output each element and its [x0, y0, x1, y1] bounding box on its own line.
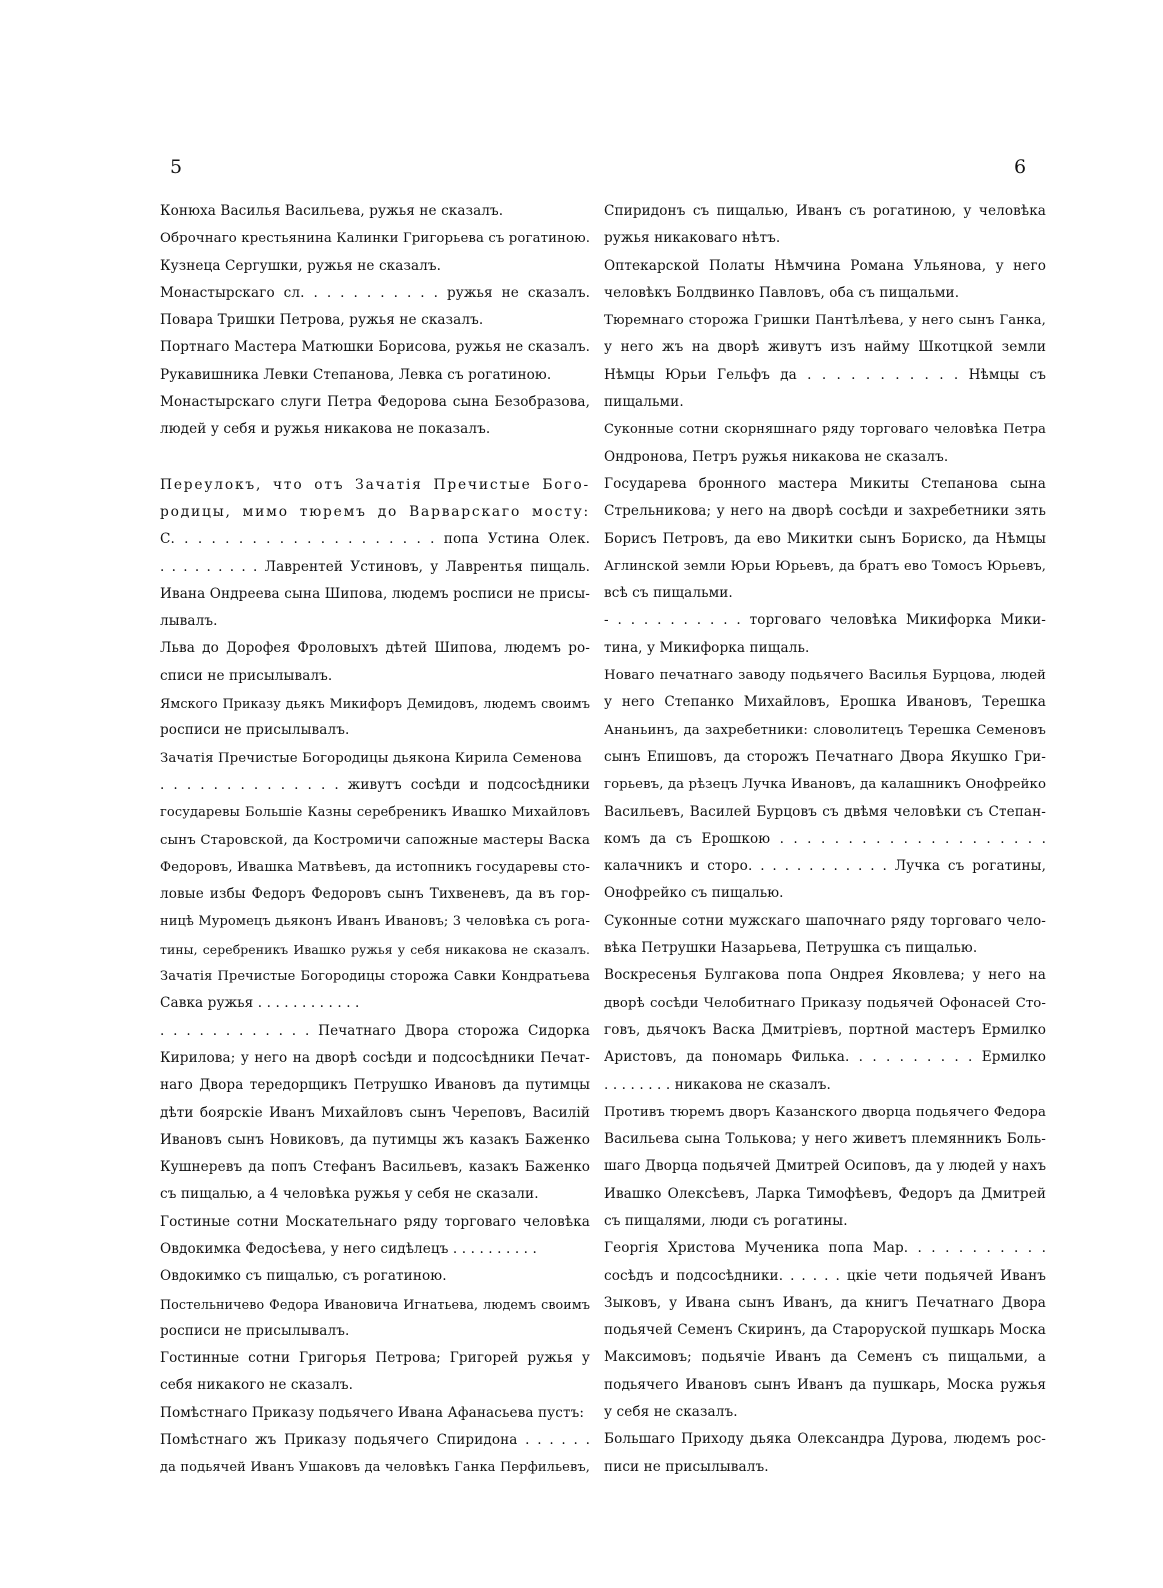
page-number-left: 5 [170, 156, 183, 178]
text-line: Помѣстнаго Приказу подьячего Ивана Афанасьева пустъ: [160, 1404, 584, 1421]
text-line: подьячего Ивановъ сынъ Иванъ да пушкарь, Моска ружья [604, 1376, 1046, 1393]
text-line: сынъ Епишовъ, да сторожъ Печатнаго Двора Якушко Гри- [604, 748, 1046, 765]
text-line: горьевъ, да рѣзецъ Лучка Ивановъ, да калашникъ Онофрейко [604, 777, 1047, 793]
paragraph-gap [160, 444, 590, 472]
text-line: Овдокимко съ пищалью, съ рогатиною. [160, 1268, 447, 1285]
section-heading-line: Переулокъ, что отъ Зачатія Пречистые Бого- [160, 476, 590, 493]
text-line: . . . . . . . . . . . . Печатнаго Двора сторожа Сидорка [160, 1022, 590, 1039]
text-line: тины, серебреникъ Ивашко ружья у себя никакова не сказалъ. [160, 941, 590, 957]
text-line: писи не присылывалъ. [604, 1458, 769, 1475]
text-line: Монастырскаго сл. . . . . . . . . . . ружья не сказалъ. [160, 284, 590, 301]
text-line: Савка ружья . . . . . . . . . . . . [160, 995, 360, 1012]
text-line: сынъ Старовской, да Костромичи сапожные мастеры Васка [160, 832, 590, 848]
text-line: Новаго печатнаго заводу подьячего Василья Бурцова, людей [604, 668, 1046, 684]
text-line: себя никакого не сказалъ. [160, 1377, 354, 1394]
text-line: Ямского Приказу дьякъ Микифоръ Демидовъ, людемъ своимъ [160, 696, 590, 712]
text-line: Суконные сотни скорняшнаго ряду торговаго человѣка Петра [604, 422, 1046, 438]
text-line: Рукавишника Левки Степанова, Левка съ рогатиною. [160, 366, 552, 383]
text-line: ницѣ Муромецъ дьяконъ Иванъ Ивановъ; 3 человѣка съ рога- [160, 914, 590, 930]
text-line: Ондронова, Петръ ружья никакова не сказалъ. [604, 448, 949, 465]
text-line: Гостинные сотни Григорья Петрова; Григорей ружья у [160, 1350, 590, 1367]
text-line: Аристовъ, да пономарь Филька. . . . . . . . . . Ермилко [604, 1049, 1046, 1066]
text-line: вѣка Петрушки Назарьева, Петрушка съ пищалью. [604, 940, 978, 957]
text-line: наго Двора тередорщикъ Петрушко Ивановъ да путимцы [160, 1077, 590, 1094]
text-line: дѣти боярскіе Иванъ Михайловъ сынъ Череповъ, Василій [160, 1104, 590, 1121]
text-line: Нѣмцы Юрьи Гельфъ да . . . . . . . . . . . Нѣмцы съ [604, 366, 1046, 383]
text-line: Овдокимка Федосѣева, у него сидѣлецъ . . . . . . . . . . [160, 1240, 537, 1257]
text-line: тина, у Микифорка пищаль. [604, 639, 810, 656]
text-line: у него жъ на дворѣ живутъ изъ найму Шкотцкой земли [604, 339, 1046, 356]
page-number-right: 6 [1014, 156, 1027, 178]
text-line: . . . . . . . . . Лаврентей Устиновъ, у Лаврентья пищаль. [160, 558, 590, 575]
text-line: Васильевъ, Василей Бурцовъ съ двѣмя человѣки съ Степан- [604, 803, 1046, 820]
text-line: Ивашко Олексѣевъ, Ларка Тимофѣевъ, Федоръ да Дмитрей [604, 1185, 1046, 1202]
text-line: Спиридонъ съ пищалью, Иванъ съ рогатиною, у человѣка [604, 203, 1046, 219]
text-line: Конюха Василья Васильева, ружья не сказалъ. [160, 203, 504, 219]
text-line: Стрельникова; у него на дворѣ сосѣди и захребетники зять [604, 503, 1046, 520]
text-line: - . . . . . . . . . . торговаго человѣка Микифорка Мики- [604, 612, 1046, 629]
text-line: списи не присылывалъ. [160, 667, 333, 684]
text-line: Ивана Ондреева сына Шипова, людемъ росписи не присы- [160, 585, 590, 602]
text-line: Федоровъ, Ивашка Матвѣевъ, да истопникъ государевы сто- [160, 859, 590, 875]
text-line: Воскресенья Булгакова попа Ондрея Яковлева; у него на [604, 967, 1046, 984]
text-line: подьячей Семенъ Скиринъ, да Староруской пушкарь Моска [604, 1322, 1046, 1339]
left-column [160, 198, 590, 1482]
text-line: Портнаго Мастера Матюшки Борисова, ружья не сказалъ. [160, 339, 590, 356]
text-line: Зачатія Пречистые Богородицы дьякона Кирила Семенова [160, 750, 582, 766]
text-line: Тюремнаго сторожа Гришки Пантѣлѣева, у него сынъ Ганка, [604, 313, 1046, 329]
text-line: Георгія Христова Мученика попа Мар. . . . . . . . . . . [604, 1240, 1046, 1257]
text-line: росписи не присылывалъ. [160, 1322, 350, 1339]
text-line: Оброчнаго крестьянина Калинки Григорьева съ рогатиною. [160, 231, 591, 247]
text-line: Повара Тришки Петрова, ружья не сказалъ. [160, 312, 484, 329]
text-line: Кузнеца Сергушки, ружья не сказалъ. [160, 257, 442, 274]
text-line: Большаго Приходу дьяка Олександра Дурова, людемъ рос- [604, 1431, 1046, 1448]
text-line: Постельничево Федора Ивановича Игнатьева, людемъ своимъ [160, 1296, 590, 1312]
text-line: да подьячей Иванъ Ушаковъ да человѣкъ Ганка Перфильевъ, [160, 1460, 590, 1476]
text-line: пищальми. [604, 394, 684, 411]
text-line: ружья никаковаго нѣтъ. [604, 230, 781, 247]
text-line: Государева бронного мастера Микиты Степанова сына [604, 475, 1046, 492]
text-line: Льва до Дорофея Фроловыхъ дѣтей Шипова, людемъ ро- [160, 640, 590, 657]
text-line: Противъ тюремъ дворъ Казанского дворца подьячего Федора [604, 1104, 1046, 1120]
text-line: Борисъ Петровъ, да ево Микитки сынъ Бориско, да Нѣмцы [604, 530, 1046, 547]
text-line: лывалъ. [160, 613, 218, 630]
text-line: сосѣдъ и подсосѣдники. . . . . . цкіе чети подьячей Иванъ [604, 1267, 1046, 1284]
text-line: Кирилова; у него на дворѣ сосѣди и подсосѣдники Печат- [160, 1049, 590, 1066]
text-line: Гостиные сотни Москательнаго ряду торговаго человѣка [160, 1213, 590, 1230]
text-line: Оптекарской Полаты Нѣмчина Романа Ульянова, у него [604, 257, 1046, 274]
text-line: ловые избы Федоръ Федоровъ сынъ Тихвеневъ, да въ гор- [160, 886, 590, 903]
text-line: шаго Дворца подьячей Дмитрей Осиповъ, да у людей у нахъ [604, 1158, 1047, 1175]
text-line: всѣ съ пищальми. [604, 585, 733, 602]
right-column [604, 198, 1046, 1481]
text-line: говъ, дьячокъ Васка Дмитріевъ, портной мастеръ Ермилко [604, 1021, 1046, 1038]
text-line: съ пищалью, а 4 человѣка ружья у себя не сказали. [160, 1186, 539, 1203]
text-line: калачникъ и сторо. . . . . . . . . . . . Лучка съ рогатины, [604, 858, 1046, 875]
text-line: государевы Большіе Казны серебреникъ Ивашко Михайловъ [160, 805, 590, 821]
text-line: Ивановъ сынъ Новиковъ, да путимцы жъ казакъ Баженко [160, 1131, 590, 1148]
text-line: у него Степанко Михайловъ, Ерошка Ивановъ, Терешка [604, 694, 1046, 711]
text-line: Аглинской земли Юрьи Юрьевъ, да братъ ево Томосъ Юрьевъ, [604, 558, 1046, 574]
text-line: Ананьинъ, да захребетники: словолитецъ Терешка Семеновъ [604, 722, 1046, 738]
text-line: съ пищалями, люди съ рогатины. [604, 1212, 848, 1229]
text-line: Кушнеревъ да попъ Стефанъ Васильевъ, казакъ Баженко [160, 1159, 590, 1176]
text-line: Зыковъ, у Ивана сынъ Иванъ, да книгъ Печатнаго Двора [604, 1294, 1046, 1311]
text-line: человѣкъ Болдвинко Павловъ, оба съ пищальми. [604, 284, 960, 301]
text-line: Помѣстнаго жъ Приказу подьячего Спиридона . . . . . . [160, 1432, 590, 1449]
text-line: С. . . . . . . . . . . . . . . . . . . . попа Устина Олек. [160, 531, 590, 548]
text-line: росписи не присылывалъ. [160, 722, 350, 739]
text-line: у себя не сказалъ. [604, 1404, 738, 1421]
text-line: Зачатія Пречистые Богородицы сторожа Савки Кондратьева [160, 969, 590, 985]
text-line: Максимовъ; подьячіе Иванъ да Семенъ съ пищальми, а [604, 1349, 1046, 1366]
text-line: людей у себя и ружья никакова не показалъ. [160, 421, 491, 438]
text-line: Суконные сотни мужскаго шапочнаго ряду торговаго чело- [604, 912, 1046, 929]
text-line: . . . . . . . . никакова не сказалъ. [604, 1076, 831, 1093]
text-line: комъ да съ Ерошкою . . . . . . . . . . . . . . . . . . . . [604, 830, 1046, 847]
section-heading-line: родицы, мимо тюремъ до Варварскаго мосту: [160, 503, 590, 520]
text-line: Васильева сына Толькова; у него живетъ племянникъ Боль- [604, 1131, 1046, 1148]
text-line: . . . . . . . . . . . . . . живутъ сосѣди и подсосѣдники [160, 776, 590, 793]
text-line: Онофрейко съ пищалью. [604, 885, 784, 902]
text-line: Монастырскаго слуги Петра Федорова сына Безобразова, [160, 394, 590, 411]
text-line: дворѣ сосѣди Челобитнаго Приказу подьячей Офонасей Сто- [604, 995, 1046, 1011]
